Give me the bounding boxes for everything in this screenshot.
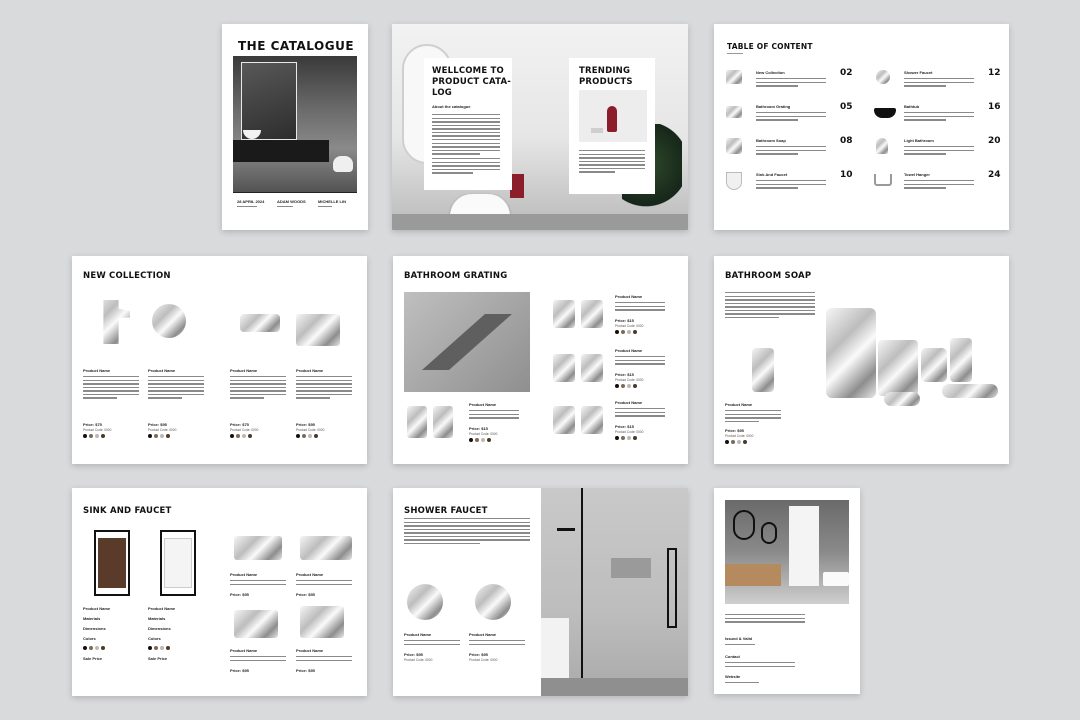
bathroom-grating-spread bbox=[393, 256, 688, 464]
welcome-title-line-3: LOG bbox=[432, 88, 452, 98]
product-code: Product Code: 0000 bbox=[148, 428, 177, 432]
toc-page-number: 16 bbox=[988, 102, 1001, 112]
materials-label: Materials bbox=[83, 616, 101, 621]
trending-title-line-2: PRODUCTS bbox=[579, 77, 633, 87]
trending-title-line-1: TRENDING bbox=[579, 66, 631, 76]
product-name: Product Name bbox=[148, 368, 176, 373]
dimensions-label: Dimensions bbox=[83, 626, 106, 631]
product-price: Price: $95 bbox=[296, 592, 315, 597]
product-code: Product Code: 0000 bbox=[296, 428, 325, 432]
drain-product-image bbox=[433, 406, 453, 438]
product-name: Product Name bbox=[230, 368, 258, 373]
bathroom-soap-spread bbox=[714, 256, 1009, 464]
color-swatches[interactable] bbox=[725, 440, 747, 444]
bathroom-grating-title: BATHROOM GRATING bbox=[404, 271, 508, 281]
toc-item-bathroom-soap[interactable] bbox=[726, 136, 854, 164]
sink-and-faucet-spread bbox=[72, 488, 367, 696]
color-swatches[interactable] bbox=[148, 434, 170, 438]
toc-page-number: 02 bbox=[840, 68, 853, 78]
product-code: Product Code: 0000 bbox=[230, 428, 259, 432]
color-swatches[interactable] bbox=[83, 434, 105, 438]
product-name: Product Name bbox=[469, 632, 497, 637]
color-swatches[interactable] bbox=[296, 434, 318, 438]
toc-item-label: Sink And Faucet bbox=[756, 172, 788, 177]
issued-valid-heading: Issued & Valid bbox=[725, 636, 753, 641]
color-swatches[interactable] bbox=[615, 330, 637, 334]
product-name: Product Name bbox=[725, 402, 753, 407]
cover-title: THE CATALOGUE bbox=[238, 39, 355, 53]
bathroom-soap-title: BATHROOM SOAP bbox=[725, 271, 812, 281]
product-code: Product Code: 0000 bbox=[469, 658, 498, 662]
product-code: Product Code: 0000 bbox=[83, 428, 112, 432]
welcome-spread bbox=[392, 24, 688, 230]
toc-page-number: 12 bbox=[988, 68, 1001, 78]
website-heading: Website bbox=[725, 674, 741, 679]
drain-product-image bbox=[553, 354, 575, 382]
towel-hanger-icon bbox=[874, 174, 892, 186]
toc-item-bathroom-grating[interactable] bbox=[726, 102, 854, 130]
drain-product-image bbox=[581, 354, 603, 382]
shower-head-product-image bbox=[407, 584, 443, 620]
toc-item-sink-and-faucet[interactable] bbox=[726, 170, 854, 198]
product-name: Product Name bbox=[615, 400, 643, 405]
faucet-product-image bbox=[92, 300, 130, 344]
product-price: Price: $95 bbox=[148, 422, 167, 427]
color-swatches[interactable] bbox=[83, 646, 105, 650]
product-name: Product Name bbox=[469, 402, 497, 407]
cover-author-1: ADAM WOODS bbox=[277, 199, 306, 204]
product-price: Price: $95 bbox=[230, 592, 249, 597]
product-name: Product Name bbox=[296, 572, 324, 577]
shower-head-product-image bbox=[475, 584, 511, 620]
product-code: Product Code: 0000 bbox=[404, 658, 433, 662]
about-catalogue-heading: About the catalogue bbox=[432, 104, 471, 109]
sink-icon bbox=[726, 172, 742, 190]
product-price: Price: $15 bbox=[469, 426, 488, 431]
product-name: Product Name bbox=[230, 572, 258, 577]
soap-set-product-image bbox=[826, 308, 1000, 412]
product-name: Product Name bbox=[296, 368, 324, 373]
color-swatches[interactable] bbox=[615, 384, 637, 388]
drain-icon bbox=[726, 106, 742, 118]
product-code: Product Code: 0000 bbox=[615, 378, 644, 382]
bathtub-icon bbox=[874, 108, 896, 118]
vanity-cabinet-image bbox=[160, 530, 196, 596]
toc-page-number: 20 bbox=[988, 136, 1001, 146]
product-name: Product Name bbox=[615, 294, 643, 299]
shower-faucet-title: SHOWER FAUCET bbox=[404, 506, 488, 516]
drain-product-image bbox=[581, 300, 603, 328]
toc-page-number: 24 bbox=[988, 170, 1001, 180]
sale-price-label: Sale Price bbox=[83, 656, 103, 661]
toc-item-bathtub[interactable] bbox=[874, 102, 1002, 130]
drain-product-image bbox=[581, 406, 603, 434]
cover-author-2: MICHELLE LIN bbox=[318, 199, 346, 204]
product-price: Price: $95 bbox=[296, 422, 315, 427]
faucet-icon bbox=[726, 70, 742, 84]
faucet-product-image bbox=[300, 536, 352, 560]
trending-vase-photo bbox=[579, 90, 647, 142]
product-code: Product Code: 0000 bbox=[725, 434, 754, 438]
product-code: Product Code: 0000 bbox=[615, 324, 644, 328]
color-swatches[interactable] bbox=[148, 646, 170, 650]
materials-label: Materials bbox=[148, 616, 166, 621]
soap-dispenser-product-image bbox=[752, 348, 774, 392]
floor-drain-photo bbox=[404, 292, 530, 392]
toc-title: TABLE OF CONTENT bbox=[727, 42, 813, 51]
faucet-product-image bbox=[234, 610, 278, 638]
faucet-product-image bbox=[234, 536, 282, 560]
toc-item-shower-faucet[interactable] bbox=[874, 68, 1002, 96]
cover-bathroom-photo bbox=[233, 56, 357, 210]
vanity-cabinet-image bbox=[94, 530, 130, 596]
product-price: Price: $75 bbox=[230, 422, 249, 427]
product-name: Product Name bbox=[615, 348, 643, 353]
light-icon bbox=[876, 138, 888, 154]
soap-icon bbox=[726, 138, 742, 154]
towel-hook-product-image bbox=[240, 314, 280, 332]
drain-product-image bbox=[407, 406, 427, 438]
shower-room-photo bbox=[541, 488, 688, 696]
drain-product-image bbox=[553, 406, 575, 434]
color-swatches[interactable] bbox=[469, 438, 491, 442]
toc-item-label: Bathtub bbox=[904, 104, 920, 109]
product-price: Price: $75 bbox=[83, 422, 102, 427]
toc-page-number: 10 bbox=[840, 170, 853, 180]
toc-item-label: Light Bathroom bbox=[904, 138, 934, 143]
product-code: Product Code: 0000 bbox=[469, 432, 498, 436]
product-price: Price: $15 bbox=[615, 424, 634, 429]
toc-item-new-collection[interactable] bbox=[726, 68, 854, 96]
product-price: Price: $95 bbox=[404, 652, 423, 657]
shower-icon bbox=[876, 70, 890, 84]
product-price: Price: $15 bbox=[615, 318, 634, 323]
toc-item-label: Shower Faucet bbox=[904, 70, 933, 75]
product-price: Price: $95 bbox=[725, 428, 744, 433]
toc-item-label: New Collection bbox=[756, 70, 785, 75]
back-cover-page bbox=[714, 488, 860, 694]
product-name: Product Name bbox=[404, 632, 432, 637]
toc-item-towel-hanger[interactable] bbox=[874, 170, 1002, 198]
product-price: Price: $95 bbox=[230, 668, 249, 673]
product-price: Price: $15 bbox=[615, 372, 634, 377]
new-collection-spread bbox=[72, 256, 367, 464]
shower-faucet-spread bbox=[393, 488, 688, 696]
table-of-content-page bbox=[714, 24, 1009, 230]
new-collection-title: NEW COLLECTION bbox=[83, 271, 171, 281]
shower-head-product-image bbox=[152, 304, 186, 338]
contact-heading: Contact bbox=[725, 654, 740, 659]
toc-item-label: Bathroom Soap bbox=[756, 138, 786, 143]
toc-item-label: Towel Hanger bbox=[904, 172, 930, 177]
color-swatches[interactable] bbox=[615, 436, 637, 440]
sale-price-label: Sale Price bbox=[148, 656, 168, 661]
sink-and-faucet-title: SINK AND FAUCET bbox=[83, 506, 172, 516]
toc-page-number: 05 bbox=[840, 102, 853, 112]
dimensions-label: Dimensions bbox=[148, 626, 171, 631]
back-bathroom-photo bbox=[725, 500, 849, 604]
cover-date: 28 APRIL 2024 bbox=[237, 199, 265, 204]
product-code: Product Code: 0000 bbox=[615, 430, 644, 434]
toc-page-number: 08 bbox=[840, 136, 853, 146]
faucet-product-image bbox=[300, 606, 344, 638]
welcome-title-line-2: PRODUCT CATA- bbox=[432, 77, 511, 87]
product-name: Product Name bbox=[83, 368, 111, 373]
product-price: Price: $95 bbox=[469, 652, 488, 657]
toc-item-light-bathroom[interactable] bbox=[874, 136, 1002, 164]
color-swatches[interactable] bbox=[230, 434, 252, 438]
product-name: Product Name bbox=[83, 606, 111, 611]
drain-product-image bbox=[553, 300, 575, 328]
cover-page bbox=[222, 24, 368, 230]
colors-label: Colors bbox=[83, 636, 96, 641]
product-price: Price: $95 bbox=[296, 668, 315, 673]
welcome-title-line-1: WELLCOME TO bbox=[432, 66, 504, 76]
colors-label: Colors bbox=[148, 636, 161, 641]
product-name: Product Name bbox=[148, 606, 176, 611]
product-name: Product Name bbox=[230, 648, 258, 653]
drain-cover-product-image bbox=[296, 314, 340, 346]
product-name: Product Name bbox=[296, 648, 324, 653]
toc-item-label: Bathroom Grating bbox=[756, 104, 791, 109]
